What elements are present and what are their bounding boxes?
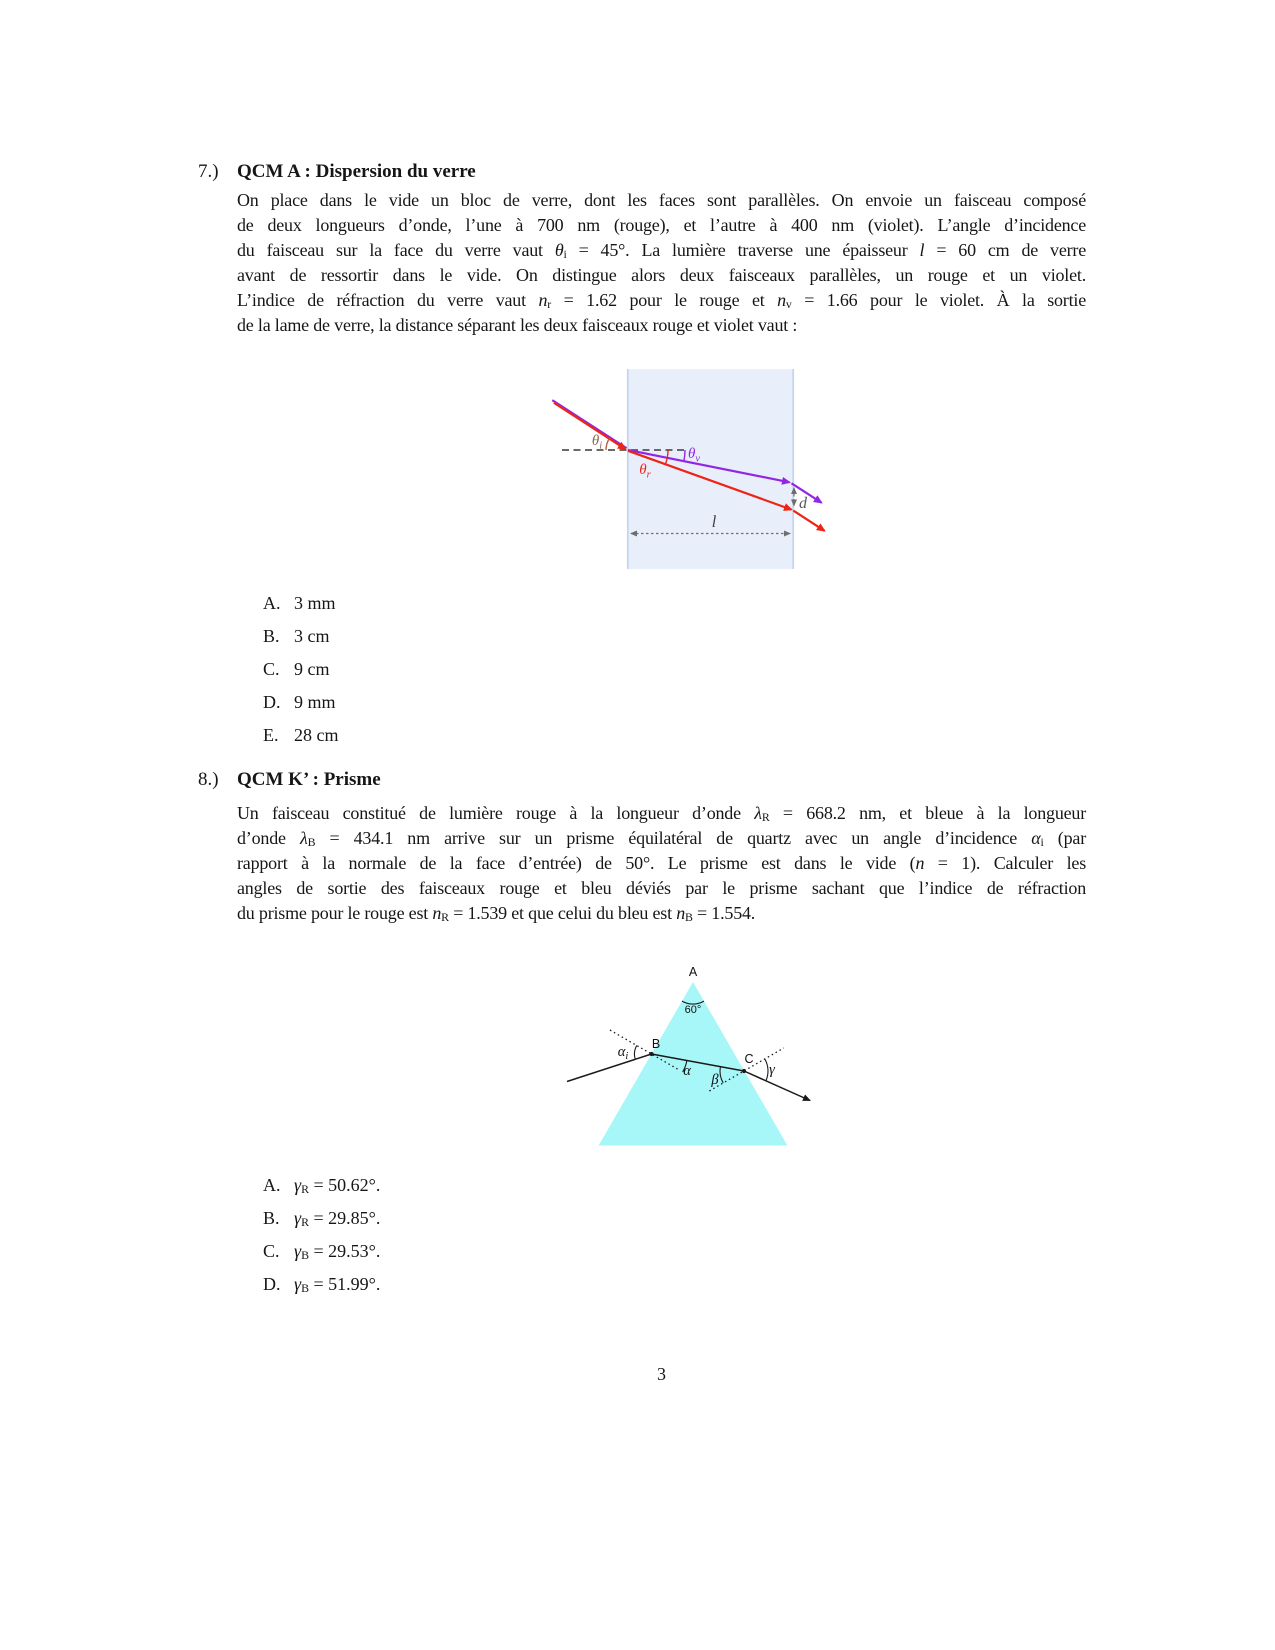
answer-option xyxy=(263,1239,380,1264)
beta-label: β xyxy=(711,1072,719,1088)
alpha-i-label: $\alpha_i$ xyxy=(617,1044,629,1062)
l-label: l xyxy=(711,512,717,531)
text-line: du prisme pour le rouge est nR = 1.539 et que celui du bleu est nB = 1.554. xyxy=(237,903,756,925)
answer-text: 9 mm xyxy=(294,692,336,712)
theta-i-arc xyxy=(606,438,610,450)
question-7-title: QCM A : Dispersion du verre xyxy=(237,161,476,182)
d-label: d xyxy=(799,495,807,512)
theta-v-label: $\theta_v$ xyxy=(687,446,701,465)
answer-text: γR = 50.62°. xyxy=(294,1175,381,1197)
question-8-paragraph xyxy=(237,801,1086,926)
text-line: Un faisceau constitué de lumière rouge à la longueur d’onde λR = 668.2 nm, et bleue à la longueur xyxy=(237,803,1086,825)
question-7-number: 7.) xyxy=(198,161,219,182)
alpha-i-arc xyxy=(634,1046,636,1060)
exit-ray-red xyxy=(793,511,824,531)
answer-text: 28 cm xyxy=(294,725,339,745)
text-line: de la lame de verre, la distance séparant les deux faisceaux rouge et violet vaut : xyxy=(237,315,798,335)
answer-letter: B. xyxy=(263,626,280,646)
apex-angle-label: 60° xyxy=(684,1004,702,1016)
theta-r-label: $\theta_r$ xyxy=(639,462,651,481)
glass-slab xyxy=(627,369,794,569)
text-line: d’onde λB = 434.1 nm arrive sur un prisme équilatéral de quartz avec un angle d’incidence αi (par xyxy=(237,828,1086,850)
text-line: rapport à la normale de la face d’entrée) de 50°. Le prisme est dans le vide (n = 1). Calculer les xyxy=(237,853,1086,873)
figure-glass-slab xyxy=(515,350,845,578)
answer-letter: B. xyxy=(263,1208,280,1228)
figure-prism xyxy=(540,955,832,1155)
answer-letter: A. xyxy=(263,593,281,613)
answer-text: 3 cm xyxy=(294,626,330,646)
text-line: angles de sortie des faisceaux rouge et bleu déviés par le prisme sachant que l’indice de réfraction xyxy=(237,878,1086,898)
answer-option xyxy=(263,657,339,682)
point-B xyxy=(649,1052,653,1056)
text-line: L’indice de réfraction du verre vaut nr = 1.62 pour le rouge et nv = 1.66 pour le violet. À la sortie xyxy=(237,290,1086,312)
answer-option xyxy=(263,690,339,715)
text-line: On place dans le vide un bloc de verre, dont les faces sont parallèles. On envoie un faisceau composé xyxy=(237,190,1086,210)
answer-option xyxy=(263,723,339,748)
incident-ray-violet xyxy=(552,400,626,448)
answer-letter: C. xyxy=(263,1241,280,1261)
vertex-A-label: A xyxy=(688,965,698,979)
answer-text: γB = 29.53°. xyxy=(294,1241,381,1263)
theta-i-label: $\theta_i$ xyxy=(591,433,603,452)
incident-ray-red xyxy=(554,403,626,449)
answer-text: γB = 51.99°. xyxy=(294,1274,381,1296)
text-line: du faisceau sur la face du verre vaut θi = 45°. La lumière traverse une épaisseur l = 60 cm de verre xyxy=(237,240,1087,262)
answer-letter: A. xyxy=(263,1175,281,1195)
alpha-label: α xyxy=(683,1063,691,1079)
question-8-title: QCM K’ : Prisme xyxy=(237,769,381,790)
question-8-answers xyxy=(263,1173,380,1305)
gamma-label: γ xyxy=(769,1062,775,1078)
answer-option xyxy=(263,1206,380,1231)
answer-text: 9 cm xyxy=(294,659,330,679)
point-C-label: C xyxy=(744,1052,754,1066)
text-line: avant de ressortir dans le vide. On distingue alors deux faisceaux parallèles, un rouge et un violet. xyxy=(237,265,1086,285)
answer-letter: E. xyxy=(263,725,279,745)
gamma-arc xyxy=(765,1059,768,1081)
question-8-number: 8.) xyxy=(198,769,219,790)
answer-option xyxy=(263,624,339,649)
point-B-label: B xyxy=(651,1037,661,1051)
text-line: de deux longueurs d’onde, l’une à 700 nm (rouge), et l’autre à 400 nm (violet). L’angle d’incidence xyxy=(237,215,1086,235)
page-number: 3 xyxy=(657,1364,666,1384)
point-C xyxy=(742,1069,746,1073)
question-7-answers xyxy=(263,591,339,756)
answer-letter: D. xyxy=(263,692,281,712)
answer-text: γR = 29.85°. xyxy=(294,1208,381,1230)
answer-letter: C. xyxy=(263,659,280,679)
question-7-paragraph xyxy=(237,188,1086,338)
answer-option xyxy=(263,591,339,616)
answer-option xyxy=(263,1272,380,1297)
answer-option xyxy=(263,1173,380,1198)
answer-text: 3 mm xyxy=(294,593,336,613)
answer-letter: D. xyxy=(263,1274,281,1294)
